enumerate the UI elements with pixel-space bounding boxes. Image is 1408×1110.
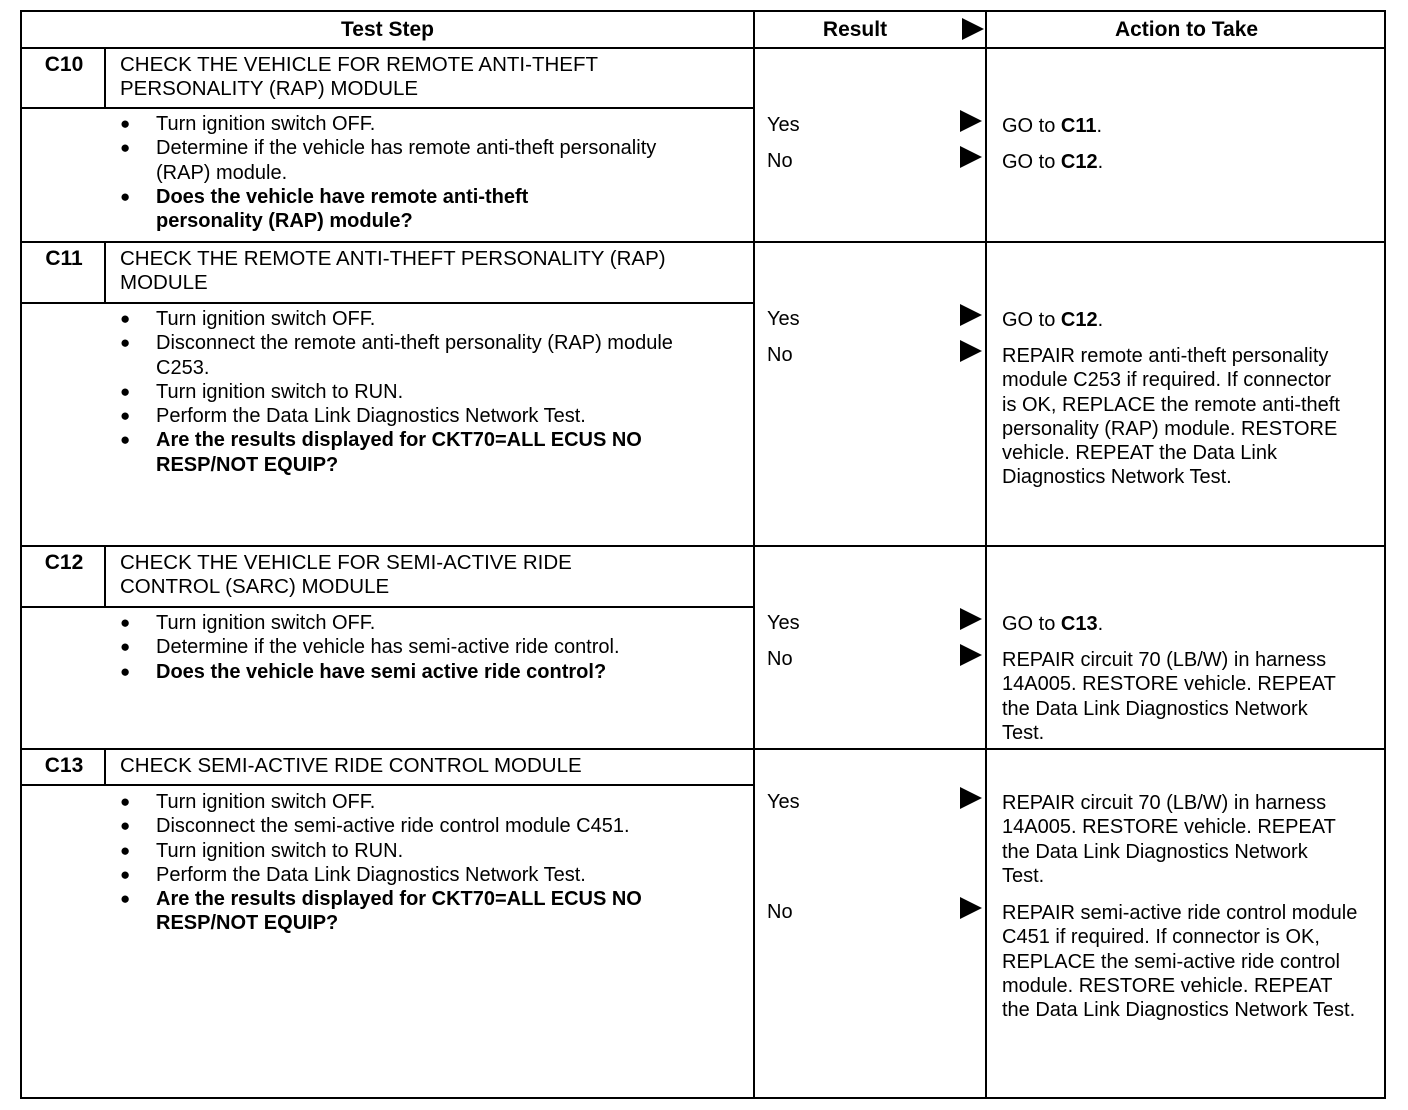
step-id-divider-c11 [104,241,106,302]
instructions-c10 [120,112,740,233]
action-no-c13: REPAIR semi-active ride control module C451 if required. If connector is OK, REPLACE the semi-active ride control module. RESTORE vehicle. REPEAT the Data Link Diagnostics Network Test. [1002,902,1358,1022]
action-no-c12: REPAIR circuit 70 (LB/W) in harness 14A005. RESTORE vehicle. REPEAT the Data Link Diagnostics Network Test. [1002,649,1336,744]
result-yes-c12: Yes [767,612,800,634]
col-divider-step-result [753,12,755,1097]
step-divider [22,241,1384,243]
instruction-item: ● Determine if the vehicle has remote anti-theft personality (RAP) module. [120,136,676,185]
arrow-icon [960,644,982,666]
result-yes-c11: Yes [767,308,800,330]
action-yes-c12: GO to C13. [1002,613,1104,635]
result-yes-c10: Yes [767,114,800,136]
question-c12: ● Does the vehicle have semi active ride control? [120,660,736,684]
action-no-c11: REPAIR remote anti-theft personality module C253 if required. If connector is OK, REPLACE the remote anti-theft personality (RAP) module. RESTORE vehicle. REPEAT the Data Link Diagnostics Network Test. [1002,345,1340,489]
step-title-c12: CHECK THE VEHICLE FOR SEMI-ACTIVE RIDE CONTROL (SARC) MODULE [120,551,572,598]
question-c11: ● Are the results displayed for CKT70=ALL ECUS NO RESP/NOT EQUIP? [120,428,716,477]
arrow-icon [960,340,982,362]
title-divider-c13 [22,784,753,786]
header-arrow-icon [962,18,984,40]
step-id-c13: C13 [44,754,84,777]
action-yes-c11: GO to C12. [1002,309,1104,331]
title-divider-c10 [22,107,753,109]
question-c13: ● Are the results displayed for CKT70=ALL ECUS NO RESP/NOT EQUIP? [120,887,716,936]
col-divider-result-action [985,12,987,1097]
instructions-c12 [120,611,740,684]
step-title-c10: CHECK THE VEHICLE FOR REMOTE ANTI-THEFT PERSONALITY (RAP) MODULE [120,53,598,100]
header-action: Action to Take [1114,18,1259,41]
instruction-item: ● Turn ignition switch OFF. [120,112,740,136]
result-no-c11: No [767,344,793,366]
action-yes-c13: REPAIR circuit 70 (LB/W) in harness 14A005. RESTORE vehicle. REPEAT the Data Link Diagnostics Network Test. [1002,792,1336,887]
result-yes-c13: Yes [767,791,800,813]
instruction-item: ● Turn ignition switch to RUN. [120,380,740,404]
arrow-icon [960,608,982,630]
instruction-item: ● Turn ignition switch OFF. [120,611,740,635]
result-no-c12: No [767,648,793,670]
result-no-c10: No [767,150,793,172]
instruction-item: ● Turn ignition switch OFF. [120,790,740,814]
arrow-icon [960,897,982,919]
title-divider-c12 [22,606,753,608]
instruction-item: ● Turn ignition switch OFF. [120,307,740,331]
action-yes-c10: GO to C11. [1002,115,1103,137]
instructions-c13 [120,790,740,936]
step-id-divider-c10 [104,47,106,107]
arrow-icon [960,146,982,168]
instruction-item: ● Perform the Data Link Diagnostics Network Test. [120,404,740,428]
diagnostic-table [20,10,1386,1099]
title-divider-c11 [22,302,753,304]
action-no-c10: GO to C12. [1002,151,1104,173]
instruction-item: ● Determine if the vehicle has semi-active ride control. [120,635,656,659]
arrow-icon [960,110,982,132]
step-id-divider-c13 [104,748,106,784]
step-id-c11: C11 [45,247,83,270]
header-test-step: Test Step [341,18,434,41]
result-no-c13: No [767,901,793,923]
arrow-icon [960,787,982,809]
header-divider [22,47,1384,49]
step-id-c10: C10 [44,53,84,76]
instruction-item: ● Disconnect the semi-active ride control module C451. [120,814,696,838]
step-id-c12: C12 [44,551,84,574]
instruction-item: ● Turn ignition switch to RUN. [120,839,740,863]
step-divider [22,545,1384,547]
instructions-c11 [120,307,740,477]
question-c10: ● Does the vehicle have remote anti-theft personality (RAP) module? [120,185,636,234]
arrow-icon [960,304,982,326]
header-result: Result [822,18,888,41]
step-id-divider-c12 [104,545,106,606]
step-divider [22,748,1384,750]
step-title-c13: CHECK SEMI-ACTIVE RIDE CONTROL MODULE [120,754,582,777]
step-title-c11: CHECK THE REMOTE ANTI-THEFT PERSONALITY (RAP) MODULE [120,247,666,294]
instruction-item: ● Disconnect the remote anti-theft personality (RAP) module C253. [120,331,716,380]
instruction-item: ● Perform the Data Link Diagnostics Network Test. [120,863,740,887]
